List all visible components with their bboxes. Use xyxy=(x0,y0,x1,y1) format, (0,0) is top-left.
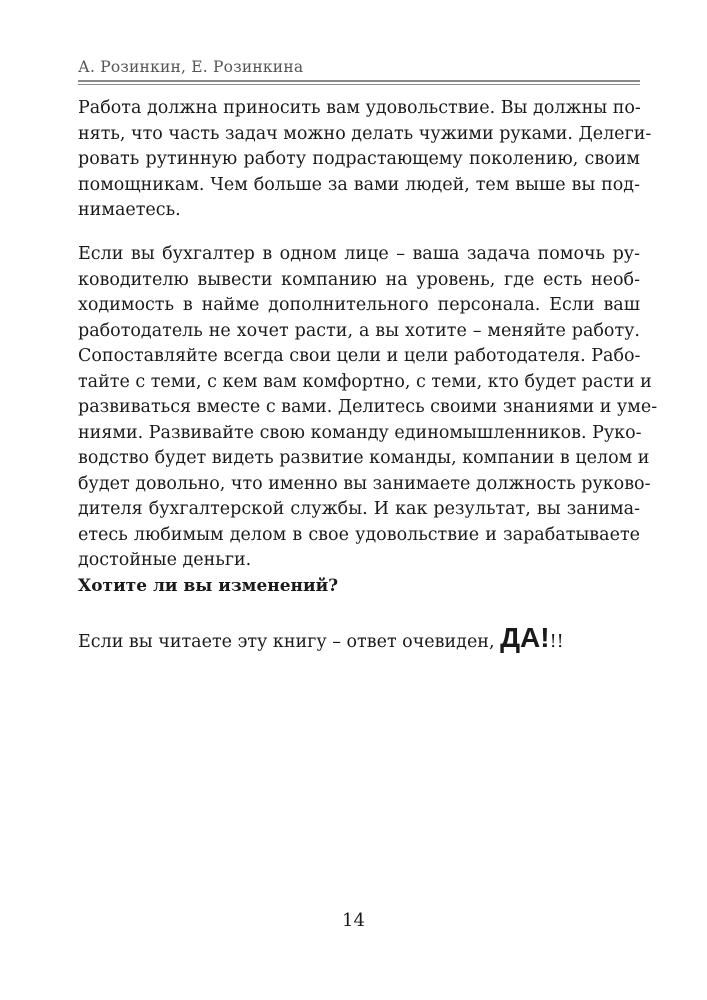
paragraph-line: ководителю вывести компанию на уровень, где есть необ- xyxy=(78,269,640,290)
answer-line xyxy=(78,622,564,654)
paragraph-line: Сопоставляйте всегда свои цели и цели работодателя. Рабо- xyxy=(78,346,641,366)
paragraph-line: етесь любимым делом в свое удовольствие и зарабатываете xyxy=(78,524,640,545)
answer-tail: !! xyxy=(549,632,564,652)
section-heading: Хотите ли вы изменений? xyxy=(78,576,339,596)
paragraph-line: водство будет видеть развитие команды, компании в целом и xyxy=(78,448,650,468)
answer-lead: Если вы читаете эту книгу – ответ очевиден, xyxy=(78,632,501,652)
paragraph-line: ходимость в найме дополнительного персонала. Если ваш xyxy=(78,295,640,315)
paragraph-line: развиваться вместе с вами. Делитесь своими знаниями и уме- xyxy=(78,397,658,417)
paragraph-line: нять, что часть задач можно делать чужими руками. Делеги- xyxy=(78,123,652,144)
paragraph-line: нимаетесь. xyxy=(78,200,181,220)
page-number: 14 xyxy=(342,910,365,931)
paragraph-1 xyxy=(78,96,652,224)
answer-emphasis: ДА! xyxy=(500,622,550,653)
paragraph-line: Работа должна приносить вам удовольствие. Вы должны по- xyxy=(78,98,641,118)
paragraph-line: Если вы бухгалтер в одном лице – ваша задача помочь ру- xyxy=(78,244,640,264)
paragraph-line: помощникам. Чем больше за вами людей, тем выше вы под- xyxy=(78,174,640,195)
paragraph-2 xyxy=(78,242,658,574)
paragraph-line: ниями. Развивайте свою команду единомышленников. Руко- xyxy=(78,422,642,443)
paragraph-line: дителя бухгалтерской службы. И как результат, вы занима- xyxy=(78,499,640,519)
running-header-authors: А. Розинкин, Е. Розинкина xyxy=(78,58,304,76)
paragraph-line: ровать рутинную работу подрастающему поколению, своим xyxy=(78,149,640,169)
paragraph-line: работодатель не хочет расти, а вы хотите – меняйте работу. xyxy=(78,320,640,341)
paragraph-line: тайте с теми, с кем вам комфортно, с теми, кто будет расти и xyxy=(78,371,652,392)
paragraph-line: будет довольно, что именно вы занимаете должность руково- xyxy=(78,473,651,494)
paragraph-line: достойные деньги. xyxy=(78,550,252,570)
header-divider xyxy=(78,80,640,85)
